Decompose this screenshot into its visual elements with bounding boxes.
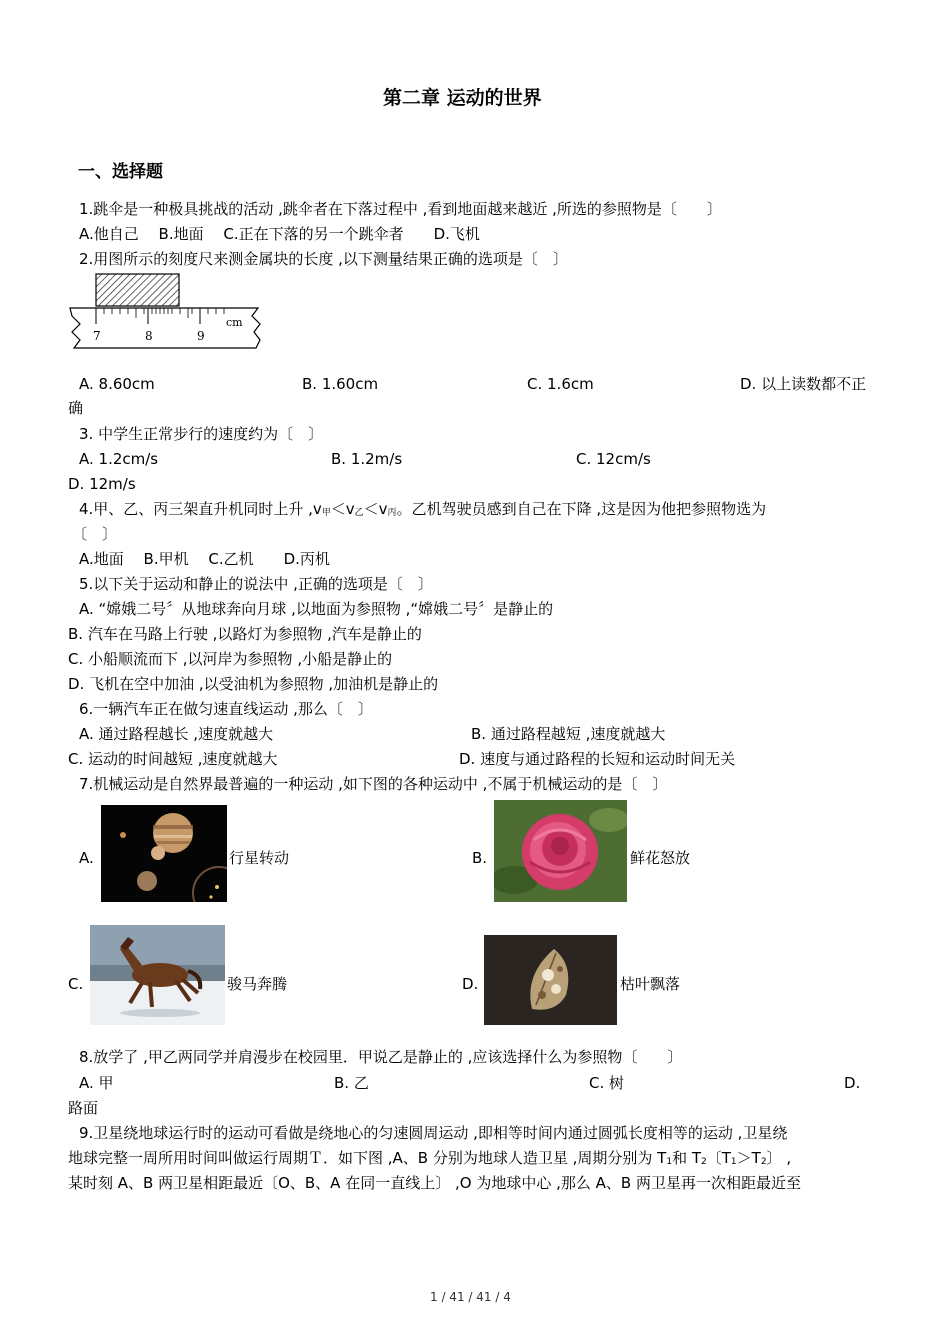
q9-line-3: 某时刻 A、B 两卫星相距最近〔O、B、A 在同一直线上〕 ,O 为地球中心 ,那么 A、B 两卫星再一次相距最近至 <box>68 1174 801 1192</box>
rose-image <box>494 800 627 902</box>
section-heading: 一、选择题 <box>78 162 163 182</box>
q3-option-d: D. 12m/s <box>68 475 136 493</box>
ruler-unit: cm <box>226 316 243 329</box>
q2-option-d: D. 以上读数都不正 <box>740 375 867 393</box>
q6-option-d: D. 速度与通过路程的长短和运动时间无关 <box>459 750 736 768</box>
q8-stem: 8.放学了 ,甲乙两同学并肩漫步在校园里．甲说乙是静止的 ,应该选择什么为参照物〔 〕 <box>79 1048 683 1066</box>
q2-stem: 2.用图所示的刻度尺来测金属块的长度 ,以下测量结果正确的选项是〔 〕 <box>79 250 568 268</box>
page-footer: 1 / 41 / 41 / 4 <box>430 1290 511 1304</box>
q2-option-c: C. 1.6cm <box>527 375 594 393</box>
q7-option-c-text: 骏马奔腾 <box>227 975 288 993</box>
q5-stem: 5.以下关于运动和静止的说法中 ,正确的选项是〔 〕 <box>79 575 433 593</box>
planets-image <box>101 805 227 902</box>
leaf-image <box>484 935 617 1025</box>
q7-option-d-text: 枯叶飘落 <box>620 975 681 993</box>
q1-stem: 1.跳伞是一种极具挑战的活动 ,跳伞者在下落过程中 ,看到地面越来越近 ,所选的参照物是〔 〕 <box>79 200 722 218</box>
q8-option-b: B. 乙 <box>334 1074 369 1092</box>
q8-option-a: A. 甲 <box>79 1074 114 1092</box>
q4-options: A.地面 B.甲机 C.乙机 D.丙机 <box>79 550 330 568</box>
q9-line-1: 9.卫星绕地球运行时的运动可看做是绕地心的匀速圆周运动 ,即相等时间内通过圆弧长度相等的运动 ,卫星绕 <box>79 1124 788 1142</box>
q2-option-d-cont: 确 <box>68 399 84 417</box>
q4-stem-cont: 〔 〕 <box>72 525 118 543</box>
q3-option-a: A. 1.2cm/s <box>79 450 159 468</box>
q7-option-a-letter: A. <box>79 849 94 867</box>
ruler-tick-7: 7 <box>93 329 101 343</box>
horse-image <box>90 925 225 1025</box>
q7-option-d-letter: D. <box>462 975 479 993</box>
q2-option-b: B. 1.60cm <box>302 375 379 393</box>
q3-option-c: C. 12cm/s <box>576 450 651 468</box>
q3-option-b: B. 1.2m/s <box>331 450 403 468</box>
q2-option-a: A. 8.60cm <box>79 375 155 393</box>
q5-option-a: A. “嫦娥二号〞从地球奔向月球 ,以地面为参照物 ,“嫦娥二号〞是静止的 <box>79 600 554 618</box>
q7-option-a-text: 行星转动 <box>229 849 290 867</box>
q8-option-d: D. <box>844 1074 861 1092</box>
q3-stem: 3. 中学生正常步行的速度约为〔 〕 <box>79 425 324 443</box>
q7-option-b-text: 鲜花怒放 <box>630 849 691 867</box>
q9-line-2: 地球完整一周所用时间叫做运行周期Ｔ．如下图 ,A、B 分别为地球人造卫星 ,周期分别为 $T_1$和 $T_2$〔$T_1>T_2$〕 , <box>68 1149 792 1167</box>
ruler-tick-8: 8 <box>145 329 153 343</box>
q8-option-d-cont: 路面 <box>68 1099 99 1117</box>
ruler-tick-9: 9 <box>197 329 205 343</box>
q7-stem: 7.机械运动是自然界最普遍的一种运动 ,如下图的各种运动中 ,不属于机械运动的是〔 〕 <box>79 775 668 793</box>
page-title: 第二章 运动的世界 <box>383 87 542 109</box>
q1-options: A.他自己 B.地面 C.正在下落的另一个跳伞者 D.飞机 <box>79 225 480 243</box>
q7-option-b-letter: B. <box>472 849 488 867</box>
q6-option-a: A. 通过路程越长 ,速度就越大 <box>79 725 274 743</box>
q6-option-c: C. 运动的时间越短 ,速度就越大 <box>68 750 278 768</box>
q8-option-c: C. 树 <box>589 1074 625 1092</box>
ruler-figure <box>68 272 263 352</box>
q7-option-c-letter: C. <box>68 975 84 993</box>
q5-option-d: D. 飞机在空中加油 ,以受油机为参照物 ,加油机是静止的 <box>68 675 439 693</box>
metal-block <box>96 274 179 306</box>
q4-stem: 4.甲、乙、丙三架直升机同时上升 $,v_甲<v_乙<v_丙$。乙机驾驶员感到自己在下降 ,这是因为他把参照物选为 <box>79 500 767 518</box>
q6-option-b: B. 通过路程越短 ,速度就越大 <box>471 725 666 743</box>
q5-option-b: B. 汽车在马路上行驶 ,以路灯为参照物 ,汽车是静止的 <box>68 625 422 643</box>
q5-option-c: C. 小船顺流而下 ,以河岸为参照物 ,小船是静止的 <box>68 650 393 668</box>
q6-stem: 6.一辆汽车正在做匀速直线运动 ,那么〔 〕 <box>79 700 373 718</box>
